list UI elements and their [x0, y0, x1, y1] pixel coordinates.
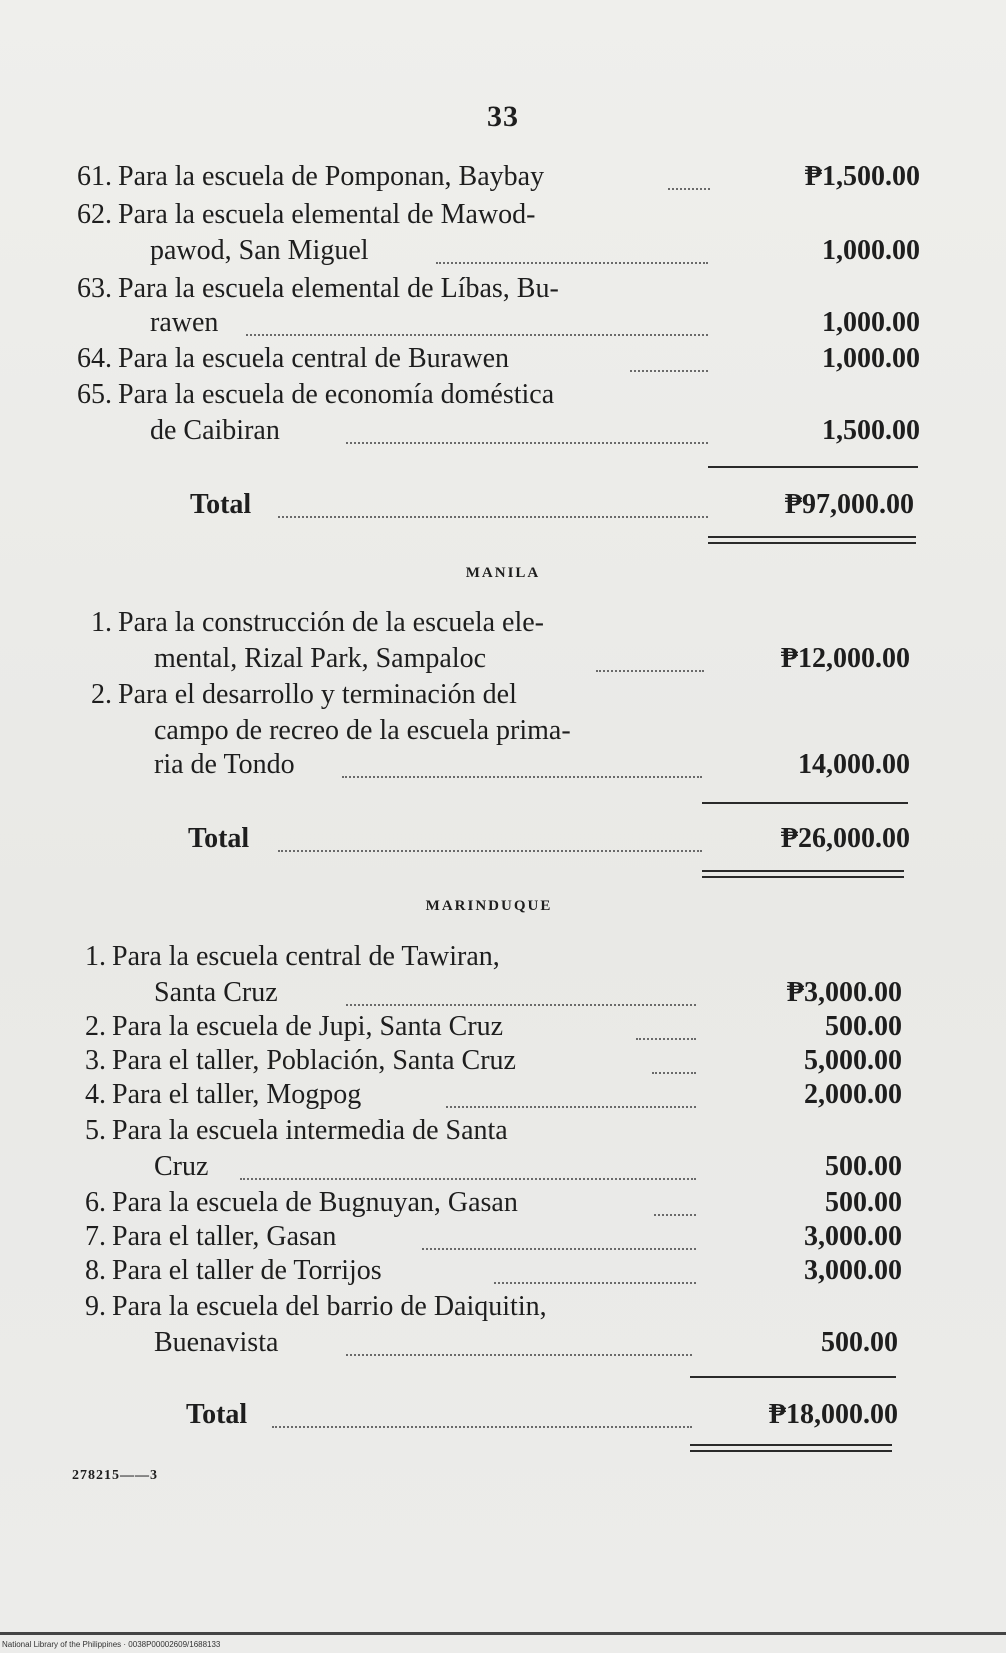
entry-62 — [68, 198, 535, 232]
entry-text-continued: mental, Rizal Park, Sampaloc — [154, 643, 487, 674]
entry-number: 7. — [85, 1221, 106, 1252]
entry-amount: 500.00 — [825, 1151, 902, 1182]
entry-text: Para la escuela elemental de Mawod- — [118, 199, 536, 230]
entry-number: 4. — [85, 1079, 106, 1110]
entry-amount: 1,000.00 — [822, 235, 920, 266]
entry-text: Para el taller, Gasan — [112, 1221, 337, 1252]
entry-text-continued: Santa Cruz — [154, 977, 278, 1008]
entry-number: 5. — [85, 1115, 106, 1146]
total-double-rule — [702, 870, 904, 878]
leader-dots — [346, 442, 708, 444]
entry-text: Para la construcción de la escuela ele- — [118, 607, 545, 638]
entry-number: 2. — [85, 1011, 106, 1042]
total-label: Total — [190, 489, 252, 520]
marinduque-entry-3 — [62, 1044, 516, 1078]
entry-text: Para la escuela elemental de Líbas, Bu- — [118, 273, 559, 304]
entry-number: 64. — [77, 343, 112, 374]
marinduque-entry-9 — [62, 1290, 547, 1324]
entry-text: Para la escuela de economía doméstica — [118, 379, 555, 410]
entry-amount: 500.00 — [825, 1187, 902, 1218]
page-number: 33 — [487, 100, 519, 133]
leader-dots — [342, 776, 702, 778]
leader-dots — [278, 850, 702, 852]
entry-65 — [68, 378, 554, 412]
entry-63 — [68, 272, 559, 306]
entry-text: Para el taller, Mogpog — [112, 1079, 362, 1110]
entry-amount: 500.00 — [821, 1327, 898, 1358]
section-heading-manila: MANILA — [465, 565, 541, 581]
total-double-rule — [708, 536, 916, 544]
marinduque-entry-5 — [62, 1114, 508, 1148]
total-amount: ₱26,000.00 — [780, 823, 910, 854]
entry-number: 6. — [85, 1187, 106, 1218]
entry-number: 61. — [77, 161, 112, 192]
scan-edge-bar — [0, 1632, 1006, 1635]
total-amount: ₱18,000.00 — [768, 1399, 898, 1430]
scan-credit: National Library of the Philippines · 0038P00002609/1688133 — [2, 1640, 221, 1649]
entry-number: 9. — [85, 1291, 106, 1322]
entry-text-continued: campo de recreo de la escuela prima- — [154, 715, 571, 746]
marinduque-entry-1 — [62, 940, 500, 974]
marinduque-entry-6 — [62, 1186, 518, 1220]
entry-amount: 1,000.00 — [822, 343, 920, 374]
entry-61 — [68, 160, 544, 194]
entry-text: Para el desarrollo y terminación del — [118, 679, 517, 710]
entry-64 — [68, 342, 509, 376]
subtotal-rule — [690, 1376, 896, 1378]
entry-amount: 3,000.00 — [804, 1221, 902, 1252]
entry-number: 62. — [77, 199, 112, 230]
entry-amount: ₱12,000.00 — [780, 643, 910, 674]
entry-amount: 500.00 — [825, 1011, 902, 1042]
entry-text: Para la escuela de Jupi, Santa Cruz — [112, 1011, 504, 1042]
entry-number: 1. — [91, 607, 112, 638]
manila-entry-1 — [68, 606, 544, 640]
leader-dots — [446, 1106, 696, 1108]
entry-number: 8. — [85, 1255, 106, 1286]
entry-number: 63. — [77, 273, 112, 304]
entry-text-continued: Buenavista — [154, 1327, 279, 1358]
entry-text: Para la escuela de Pomponan, Baybay — [118, 161, 545, 192]
entry-amount: 2,000.00 — [804, 1079, 902, 1110]
entry-text: Para el taller, Población, Santa Cruz — [112, 1045, 516, 1076]
entry-text: Para la escuela central de Tawiran, — [112, 941, 500, 972]
entry-text: Para la escuela intermedia de Santa — [112, 1115, 508, 1146]
total-label: Total — [188, 823, 250, 854]
leader-dots — [278, 516, 708, 518]
entry-text: Para la escuela de Bugnuyan, Gasan — [112, 1187, 518, 1218]
leader-dots — [422, 1248, 696, 1250]
section-heading-marinduque: MARINDUQUE — [425, 898, 553, 914]
entry-amount: 5,000.00 — [804, 1045, 902, 1076]
marinduque-entry-8 — [62, 1254, 382, 1288]
entry-amount: 1,500.00 — [822, 415, 920, 446]
leader-dots — [240, 1178, 696, 1180]
manila-entry-2 — [68, 678, 517, 712]
entry-text: Para la escuela del barrio de Daiquitin, — [112, 1291, 547, 1322]
leader-dots — [272, 1426, 692, 1428]
leader-dots — [246, 334, 708, 336]
total-label: Total — [186, 1399, 248, 1430]
leader-dots — [494, 1282, 696, 1284]
marinduque-entry-7 — [62, 1220, 336, 1254]
total-double-rule — [690, 1444, 892, 1452]
entry-text-continued: rawen — [150, 307, 219, 338]
entry-amount: 1,000.00 — [822, 307, 920, 338]
leader-dots — [596, 670, 704, 672]
marinduque-entry-2 — [62, 1010, 503, 1044]
printer-code: 278215——3 — [72, 1468, 158, 1483]
subtotal-rule — [702, 802, 908, 804]
entry-text-continued: pawod, San Miguel — [150, 235, 369, 266]
leader-dots — [436, 262, 708, 264]
leader-dots — [346, 1354, 692, 1356]
entry-text: Para la escuela central de Burawen — [118, 343, 510, 374]
entry-text: Para el taller de Torrijos — [112, 1255, 382, 1286]
entry-amount: 14,000.00 — [798, 749, 910, 780]
marinduque-entry-4 — [62, 1078, 361, 1112]
subtotal-rule — [708, 466, 918, 468]
entry-amount: 3,000.00 — [804, 1255, 902, 1286]
leader-dots — [630, 370, 708, 372]
total-amount: ₱97,000.00 — [784, 489, 914, 520]
entry-number: 2. — [91, 679, 112, 710]
entry-number: 3. — [85, 1045, 106, 1076]
entry-amount: ₱1,500.00 — [804, 161, 920, 192]
entry-text-continued: de Caibiran — [150, 415, 280, 446]
entry-text-continued: ria de Tondo — [154, 749, 295, 780]
entry-number: 65. — [77, 379, 112, 410]
entry-text-continued: Cruz — [154, 1151, 209, 1182]
entry-amount: ₱3,000.00 — [786, 977, 902, 1008]
leader-dots — [346, 1004, 696, 1006]
entry-number: 1. — [85, 941, 106, 972]
